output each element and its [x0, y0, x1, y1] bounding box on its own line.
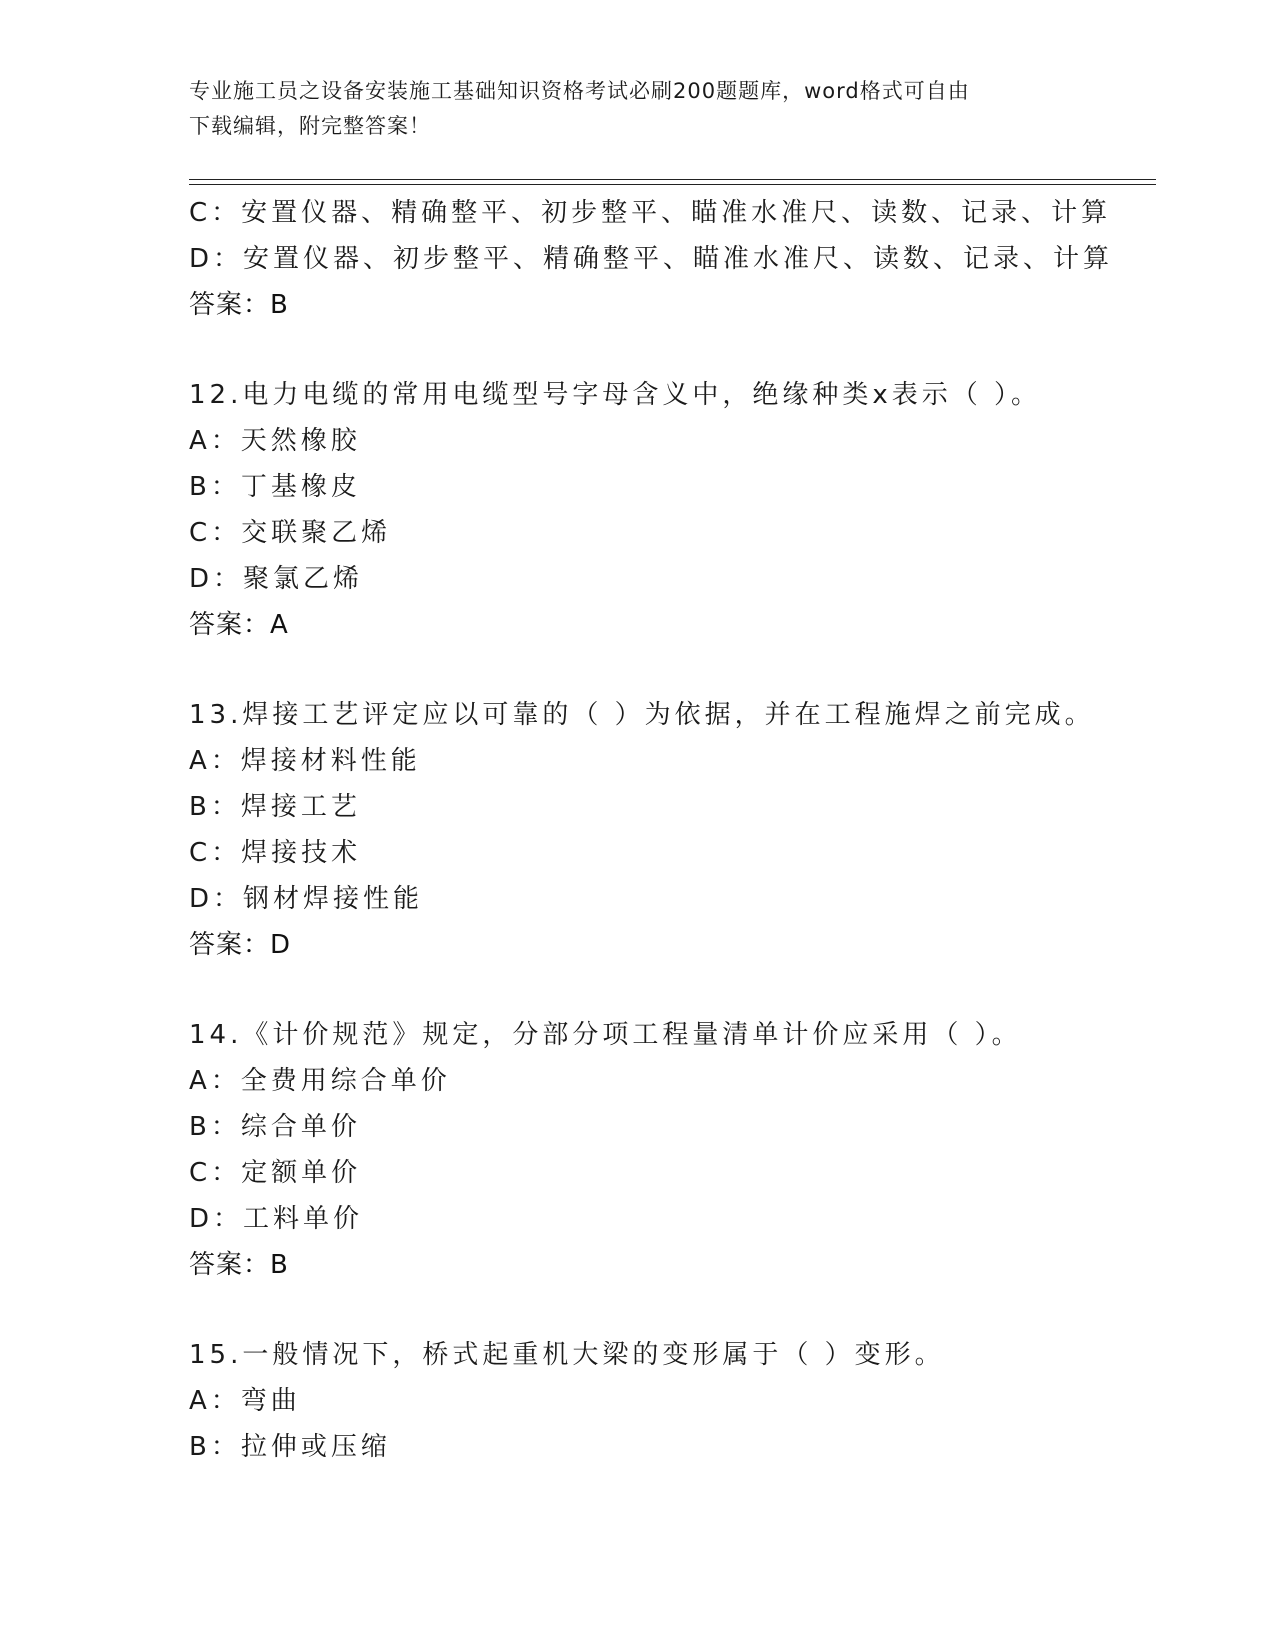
- question-15: [189, 1332, 1169, 1470]
- answer-line: 答案：A: [189, 610, 289, 640]
- spacer: [189, 1288, 1169, 1332]
- option-d: D：安置仪器、初步整平、精确整平、瞄准水准尺、读数、记录、计算: [189, 244, 1114, 274]
- question-stem: 12.电力电缆的常用电缆型号字母含义中，绝缘种类x表示（ ）。: [189, 380, 1042, 410]
- option-b: B：拉伸或压缩: [189, 1432, 391, 1462]
- question-stem: 15.一般情况下，桥式起重机大梁的变形属于（ ）变形。: [189, 1340, 945, 1370]
- question-14: [189, 1012, 1169, 1288]
- option-c: C：安置仪器、精确整平、初步整平、瞄准水准尺、读数、记录、计算: [189, 198, 1112, 228]
- header-divider-bottom: [189, 184, 1156, 185]
- header-title-line-1: 专业施工员之设备安装施工基础知识资格考试必刷200题题库，word格式可自由: [189, 79, 970, 103]
- option-a: A：焊接材料性能: [189, 746, 421, 776]
- option-c: C：定额单价: [189, 1158, 362, 1188]
- header-title-line-2: 下载编辑，附完整答案！: [189, 114, 431, 138]
- header-divider-top: [189, 179, 1156, 180]
- option-a: A：天然橡胶: [189, 426, 361, 456]
- question-list: [189, 190, 1169, 1470]
- answer-line: 答案：B: [189, 1250, 289, 1280]
- option-b: B：焊接工艺: [189, 792, 361, 822]
- spacer: [189, 328, 1169, 372]
- spacer: [189, 648, 1169, 692]
- question-13: [189, 692, 1169, 968]
- option-d: D：聚氯乙烯: [189, 564, 364, 594]
- answer-line: 答案：D: [189, 930, 292, 960]
- document-header: [189, 74, 1069, 144]
- spacer: [189, 968, 1169, 1012]
- question-stem: 13.焊接工艺评定应以可靠的（ ）为依据，并在工程施焊之前完成。: [189, 700, 1095, 730]
- option-b: B：丁基橡皮: [189, 472, 361, 502]
- option-c: C：焊接技术: [189, 838, 362, 868]
- option-b: B：综合单价: [189, 1112, 361, 1142]
- answer-line: 答案：B: [189, 290, 289, 320]
- option-d: D：钢材焊接性能: [189, 884, 424, 914]
- option-c: C：交联聚乙烯: [189, 518, 392, 548]
- question-12: [189, 372, 1169, 648]
- question-stem: 14.《计价规范》规定，分部分项工程量清单计价应采用（ ）。: [189, 1020, 1022, 1050]
- option-a: A：全费用综合单价: [189, 1066, 451, 1096]
- option-a: A：弯曲: [189, 1386, 301, 1416]
- option-d: D：工料单价: [189, 1204, 364, 1234]
- previous-question-tail: [189, 190, 1169, 328]
